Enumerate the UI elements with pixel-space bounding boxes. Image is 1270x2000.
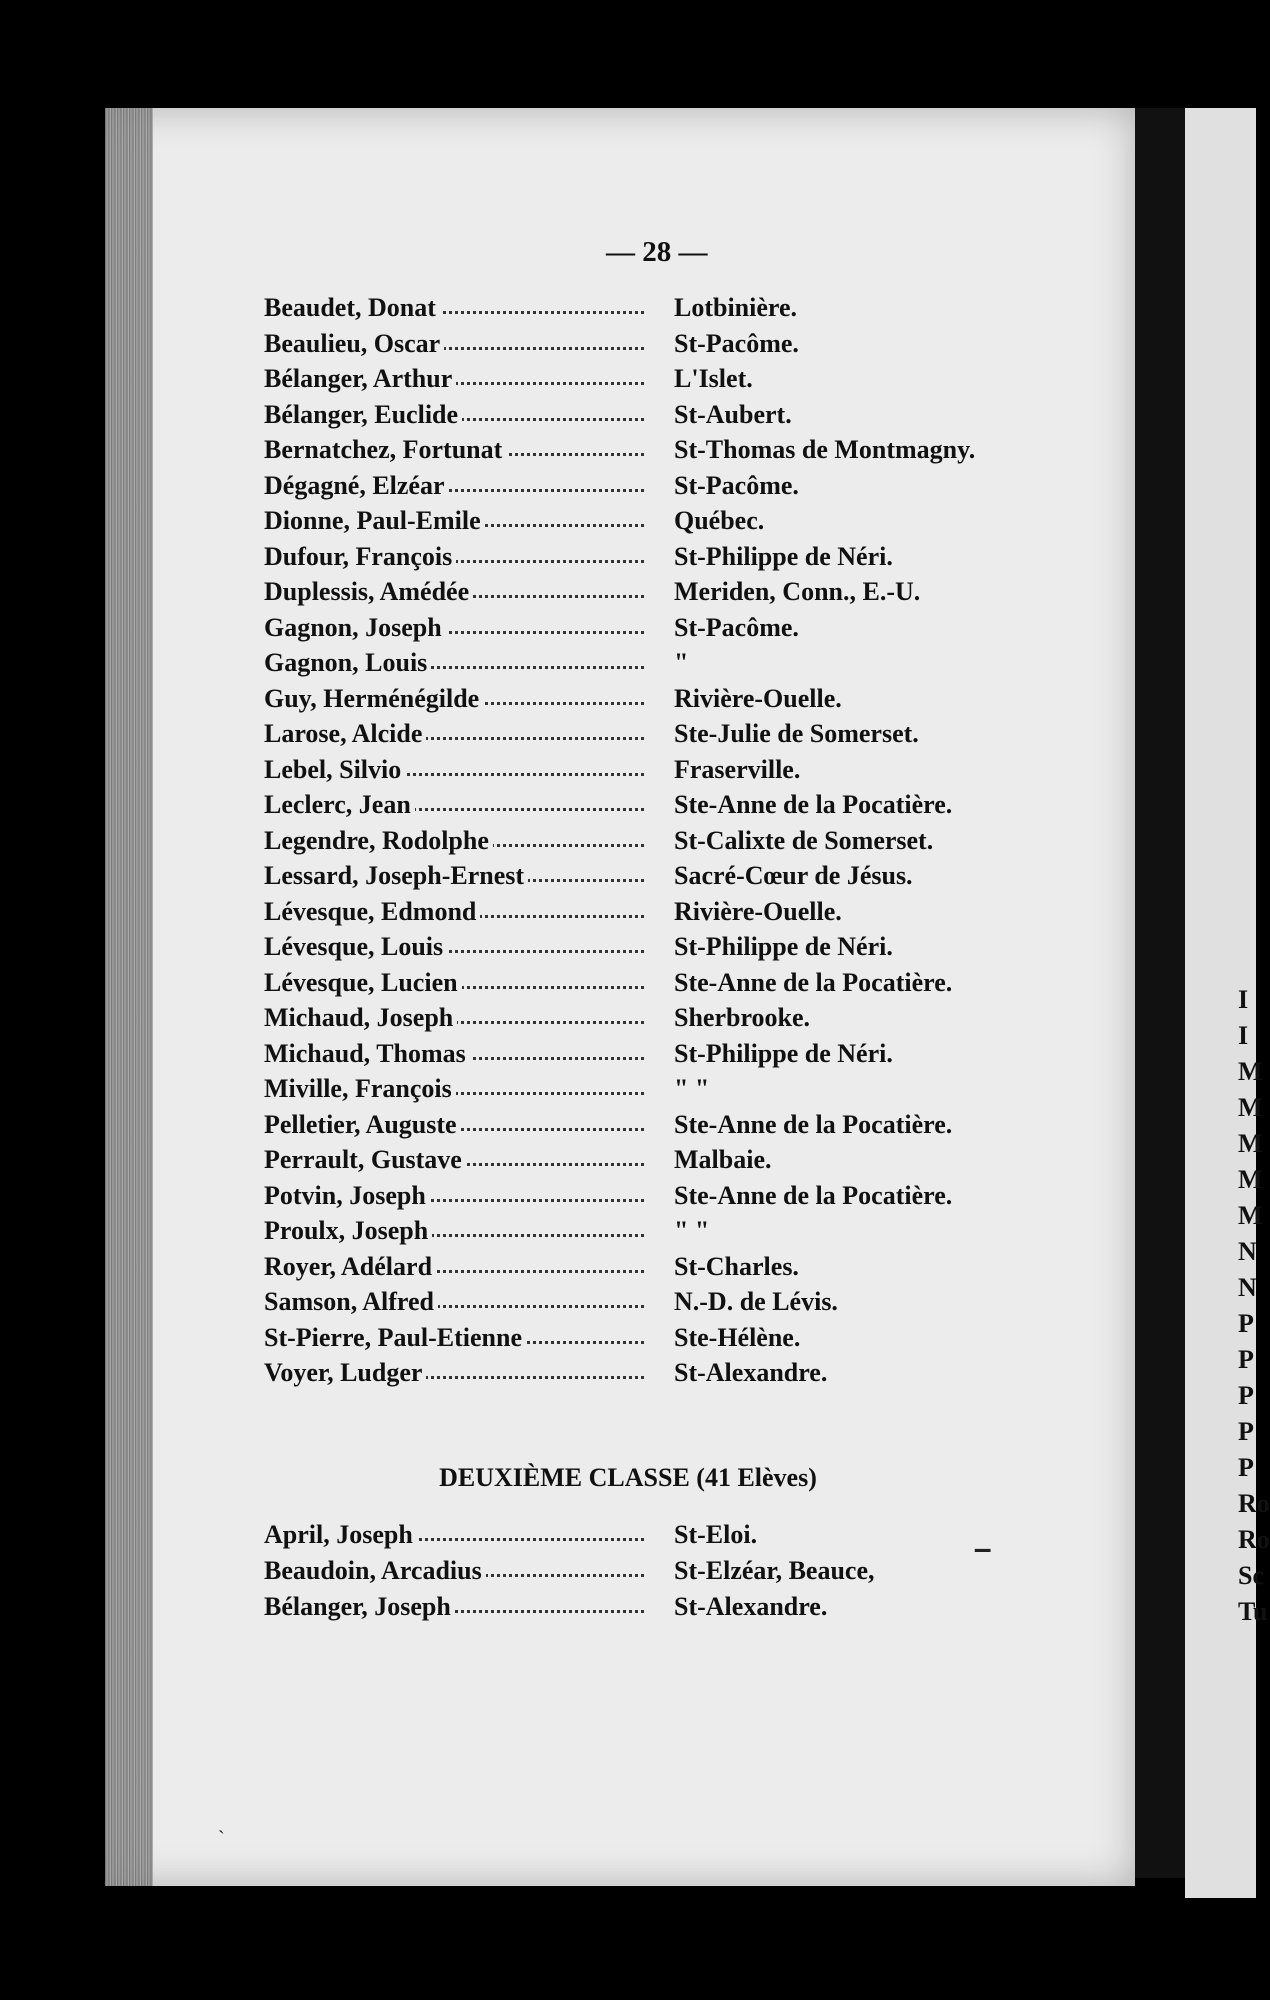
adjacent-page-letter: P xyxy=(1238,1381,1254,1410)
adjacent-page-letter: P xyxy=(1238,1417,1254,1446)
student-name: Beaudet, Donat xyxy=(264,293,440,323)
list-row xyxy=(264,1110,1009,1148)
list-row xyxy=(264,968,1009,1006)
adjacent-page-letter: M xyxy=(1238,1165,1263,1194)
list-row xyxy=(264,932,1009,970)
hometown: St-Pacôme. xyxy=(674,328,799,358)
list-row xyxy=(264,400,1009,438)
list-row xyxy=(264,861,1009,899)
hometown: St-Eloi. xyxy=(674,1520,758,1549)
student-name: Lévesque, Edmond xyxy=(264,897,480,927)
hometown: Ste-Anne de la Pocatière. xyxy=(674,1109,953,1139)
hometown: St-Charles. xyxy=(674,1251,799,1281)
student-name: Proulx, Joseph xyxy=(264,1216,432,1246)
list-row xyxy=(264,755,1009,793)
hometown: St-Pacôme. xyxy=(674,470,799,500)
list-row xyxy=(264,1556,1009,1594)
student-name: Bélanger, Joseph xyxy=(264,1592,455,1622)
hometown: Rivière-Ouelle. xyxy=(674,896,842,926)
hometown: Sacré-Cœur de Jésus. xyxy=(674,861,913,890)
student-name: Larose, Alcide xyxy=(264,719,426,749)
student-name: Leclerc, Jean xyxy=(264,790,415,820)
student-name: Beaulieu, Oscar xyxy=(264,329,444,359)
student-name: April, Joseph xyxy=(264,1520,417,1550)
hometown: St-Alexandre. xyxy=(674,1592,828,1621)
hometown: St-Alexandre. xyxy=(674,1358,828,1387)
list-row xyxy=(264,364,1009,402)
list-row xyxy=(264,329,1009,367)
student-name: Guy, Herménégilde xyxy=(264,684,483,714)
list-row xyxy=(264,1592,1009,1630)
list-row xyxy=(264,1216,1009,1254)
adjacent-page-letter: M xyxy=(1238,1201,1263,1230)
hometown: St-Calixte de Somerset. xyxy=(674,825,934,855)
adjacent-page-letter: I xyxy=(1238,1021,1249,1050)
list-row xyxy=(264,1287,1009,1325)
page-edge xyxy=(105,108,153,1886)
student-name: Michaud, Thomas xyxy=(264,1039,470,1069)
page-number: — 28 — xyxy=(606,236,708,268)
hometown: L'Islet. xyxy=(674,364,753,393)
list-row xyxy=(264,1074,1009,1112)
student-name: Pelletier, Auguste xyxy=(264,1110,461,1140)
hometown: " " xyxy=(674,1074,710,1103)
student-name: Miville, François xyxy=(264,1074,456,1104)
student-name: St-Pierre, Paul-Etienne xyxy=(264,1323,526,1353)
hometown: Ste-Hélène. xyxy=(674,1322,801,1352)
adjacent-page-letter: Sc xyxy=(1238,1561,1264,1590)
list-row xyxy=(264,577,1009,615)
student-name: Bélanger, Arthur xyxy=(264,364,456,394)
hometown: " xyxy=(674,648,689,677)
list-row xyxy=(264,1145,1009,1183)
hometown: Fraserville. xyxy=(674,754,801,784)
hometown: Rivière-Ouelle. xyxy=(674,683,842,713)
hometown: N.-D. de Lévis. xyxy=(674,1287,838,1316)
list-row xyxy=(264,684,1009,722)
hometown: St-Aubert. xyxy=(674,399,792,429)
hometown: " " xyxy=(674,1216,710,1245)
hometown: St-Elzéar, Beauce, xyxy=(674,1556,875,1585)
student-name: Gagnon, Louis xyxy=(264,648,431,678)
list-row xyxy=(264,435,1009,473)
student-name: Potvin, Joseph xyxy=(264,1181,430,1211)
student-name: Lévesque, Louis xyxy=(264,932,447,962)
stray-mark: ˏ xyxy=(218,1810,225,1834)
list-row xyxy=(264,719,1009,757)
list-row xyxy=(264,1181,1009,1219)
student-name: Michaud, Joseph xyxy=(264,1003,457,1033)
adjacent-page-letter: P xyxy=(1238,1309,1254,1338)
student-name: Samson, Alfred xyxy=(264,1287,438,1317)
hometown: Ste-Julie de Somerset. xyxy=(674,719,919,748)
list-row xyxy=(264,613,1009,651)
hometown: Malbaie. xyxy=(674,1145,772,1174)
student-name: Beaudoin, Arcadius xyxy=(264,1556,486,1586)
adjacent-page-letter: P xyxy=(1238,1345,1254,1374)
student-name: Dionne, Paul-Emile xyxy=(264,506,485,536)
list-row xyxy=(264,542,1009,580)
adjacent-page-letter: N xyxy=(1238,1237,1257,1266)
student-name: Legendre, Rodolphe xyxy=(264,826,493,856)
hometown: St-Thomas de Montmagny. xyxy=(674,435,976,464)
list-row xyxy=(264,506,1009,544)
student-name: Voyer, Ludger xyxy=(264,1358,426,1388)
hometown: Québec. xyxy=(674,506,765,535)
list-row xyxy=(264,826,1009,864)
hometown: Sherbrooke. xyxy=(674,1003,811,1032)
student-name: Dufour, François xyxy=(264,542,456,572)
book-binding xyxy=(1135,108,1185,1878)
list-row xyxy=(264,1039,1009,1077)
adjacent-page-letter: Tu xyxy=(1238,1597,1268,1626)
student-name: Dégagné, Elzéar xyxy=(264,471,449,501)
hometown: St-Philippe de Néri. xyxy=(674,541,893,571)
hometown: St-Philippe de Néri. xyxy=(674,932,893,961)
hometown: St-Philippe de Néri. xyxy=(674,1038,893,1068)
list-row xyxy=(264,471,1009,509)
adjacent-page-letter: N xyxy=(1238,1273,1257,1302)
list-row xyxy=(264,1252,1009,1290)
student-name: Perrault, Gustave xyxy=(264,1145,466,1175)
list-row xyxy=(264,897,1009,935)
student-name: Lebel, Silvio xyxy=(264,755,405,785)
hometown: St-Pacôme. xyxy=(674,612,799,642)
hometown: Lotbinière. xyxy=(674,293,798,322)
stray-mark: ▁ xyxy=(975,1528,991,1552)
list-row xyxy=(264,1323,1009,1361)
adjacent-page-letter: Ro xyxy=(1238,1525,1270,1554)
list-row xyxy=(264,790,1009,828)
hometown: Ste-Anne de la Pocatière. xyxy=(674,967,953,997)
list-row xyxy=(264,293,1009,331)
student-name: Lessard, Joseph-Ernest xyxy=(264,861,528,891)
adjacent-page-letter: I xyxy=(1238,985,1249,1014)
list-row xyxy=(264,1358,1009,1396)
student-name: Royer, Adélard xyxy=(264,1252,436,1282)
section-heading: DEUXIÈME CLASSE (41 Elèves) xyxy=(439,1463,817,1492)
student-name: Duplessis, Amédée xyxy=(264,577,473,607)
student-name: Bernatchez, Fortunat xyxy=(264,435,506,465)
adjacent-page-letter: P xyxy=(1238,1453,1254,1482)
list-row xyxy=(264,648,1009,686)
student-name: Lévesque, Lucien xyxy=(264,968,462,998)
adjacent-page-letter: Ro xyxy=(1238,1489,1270,1518)
hometown: Ste-Anne de la Pocatière. xyxy=(674,1180,953,1210)
adjacent-page-letter: M xyxy=(1238,1129,1263,1158)
adjacent-page-letter: M xyxy=(1238,1057,1263,1086)
student-name: Bélanger, Euclide xyxy=(264,400,462,430)
list-row xyxy=(264,1003,1009,1041)
student-name: Gagnon, Joseph xyxy=(264,613,446,643)
list-row xyxy=(264,1520,1009,1558)
adjacent-page-letter: M xyxy=(1238,1093,1263,1122)
hometown: Ste-Anne de la Pocatière. xyxy=(674,790,953,819)
hometown: Meriden, Conn., E.-U. xyxy=(674,577,921,606)
